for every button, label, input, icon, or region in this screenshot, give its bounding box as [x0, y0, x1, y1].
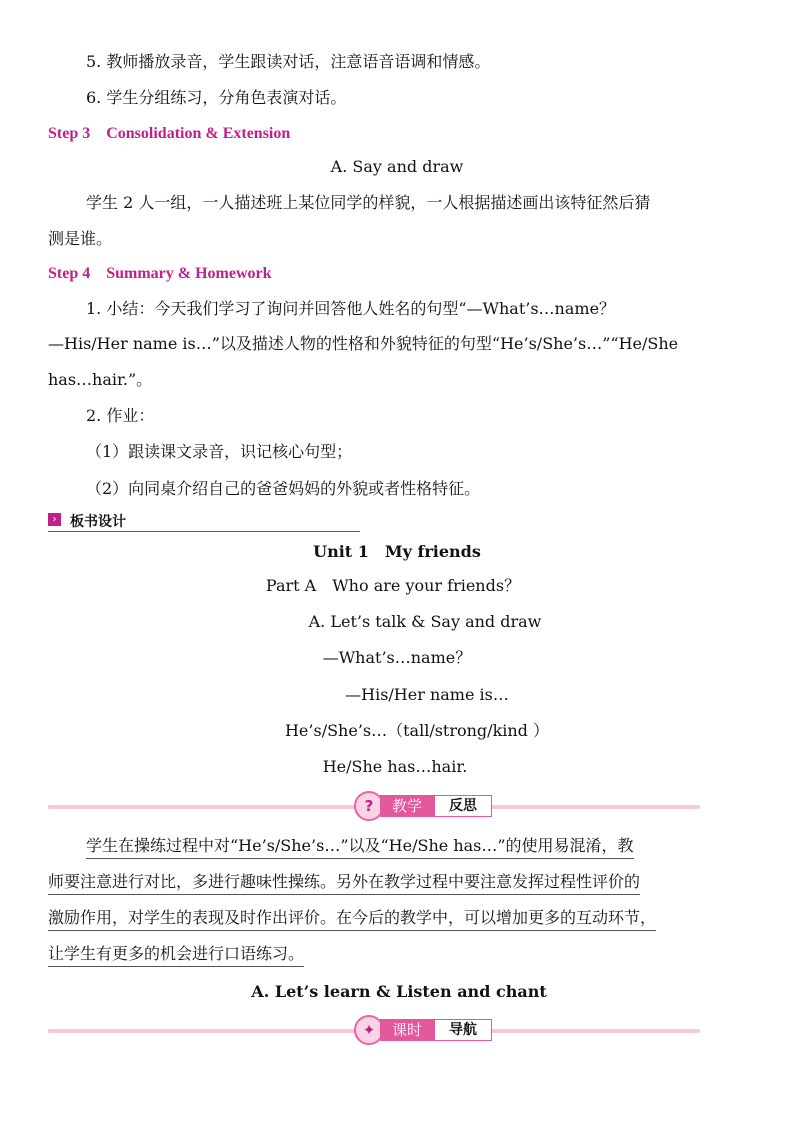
step2-item-6: 6. 学生分组练习，分角色表演对话。: [86, 88, 347, 107]
navigation-banner-main: 课时: [380, 1019, 434, 1041]
question-icon: ?: [354, 791, 384, 821]
chevron-right-icon: ›: [48, 513, 61, 526]
reflection-line4: 让学生有更多的机会进行口语练习。: [48, 944, 304, 967]
reflection-banner-main: 教学: [380, 795, 434, 817]
step4-summary-line1: 1. 小结：今天我们学习了询问并回答他人姓名的句型“—What’s…name？: [86, 299, 616, 318]
reflection-banner-sub: 反思: [434, 795, 492, 817]
navigation-badge: [346, 1018, 496, 1042]
step4-summary-line3: has…hair.”。: [48, 370, 153, 389]
reflection-line2: 师要注意进行对比，多进行趣味性操练。另外在教学过程中要注意发挥过程性评价的: [48, 872, 640, 895]
board-hair: He/She has…hair.: [322, 757, 468, 776]
step2-item-5: 5. 教师播放录音，学生跟读对话，注意语音语调和情感。: [86, 52, 491, 71]
board-unit-title: Unit 1 My friends: [313, 542, 481, 561]
next-lesson-title: A. Let’s learn & Listen and chant: [251, 982, 547, 1001]
board-answer: —His/Her name is…: [345, 685, 509, 704]
navigation-banner: [48, 1018, 700, 1044]
board-part-title: Part A Who are your friends？: [265, 576, 521, 595]
reflection-badge: [346, 794, 496, 818]
homework-item-1: （1）跟读课文录音，识记核心句型；: [86, 442, 353, 461]
homework-item-2: （2）向同桌介绍自己的爸爸妈妈的外貌或者性格特征。: [86, 479, 481, 498]
reflection-line1: 学生在操练过程中对“He’s/She’s…”以及“He/She has…”的使用易混淆，教: [86, 836, 634, 859]
board-design-section-label: [48, 511, 360, 532]
board-question: —What’s…name？: [322, 648, 472, 667]
navigation-banner-sub: 导航: [434, 1019, 492, 1041]
step4-summary-line2: —His/Her name is…”以及描述人物的性格和外貌特征的句型“He’s/She’s…”“He/She: [48, 334, 679, 353]
board-description: He’s/She’s…（tall/strong/kind ）: [284, 721, 550, 740]
reflection-line3: 激励作用，对学生的表现及时作出评价。在今后的教学中，可以增加更多的互动环节，: [48, 908, 656, 931]
board-lesson-title: A. Let’s talk & Say and draw: [308, 612, 542, 631]
step3-paragraph-line1: 学生 2 人一组，一人描述班上某位同学的样貌，一人根据描述画出该特征然后猜: [86, 193, 651, 212]
homework-title: 2. 作业：: [86, 406, 155, 425]
step3-heading: Step 3 Consolidation & Extension: [48, 125, 291, 142]
board-design-label: 板书设计: [70, 514, 126, 530]
reflection-banner: [48, 794, 700, 820]
step4-heading: Step 4 Summary & Homework: [48, 265, 272, 282]
step3-subtitle: A. Say and draw: [330, 157, 464, 176]
step3-paragraph-line2: 测是谁。: [48, 229, 113, 248]
compass-icon: ✦: [354, 1015, 384, 1045]
